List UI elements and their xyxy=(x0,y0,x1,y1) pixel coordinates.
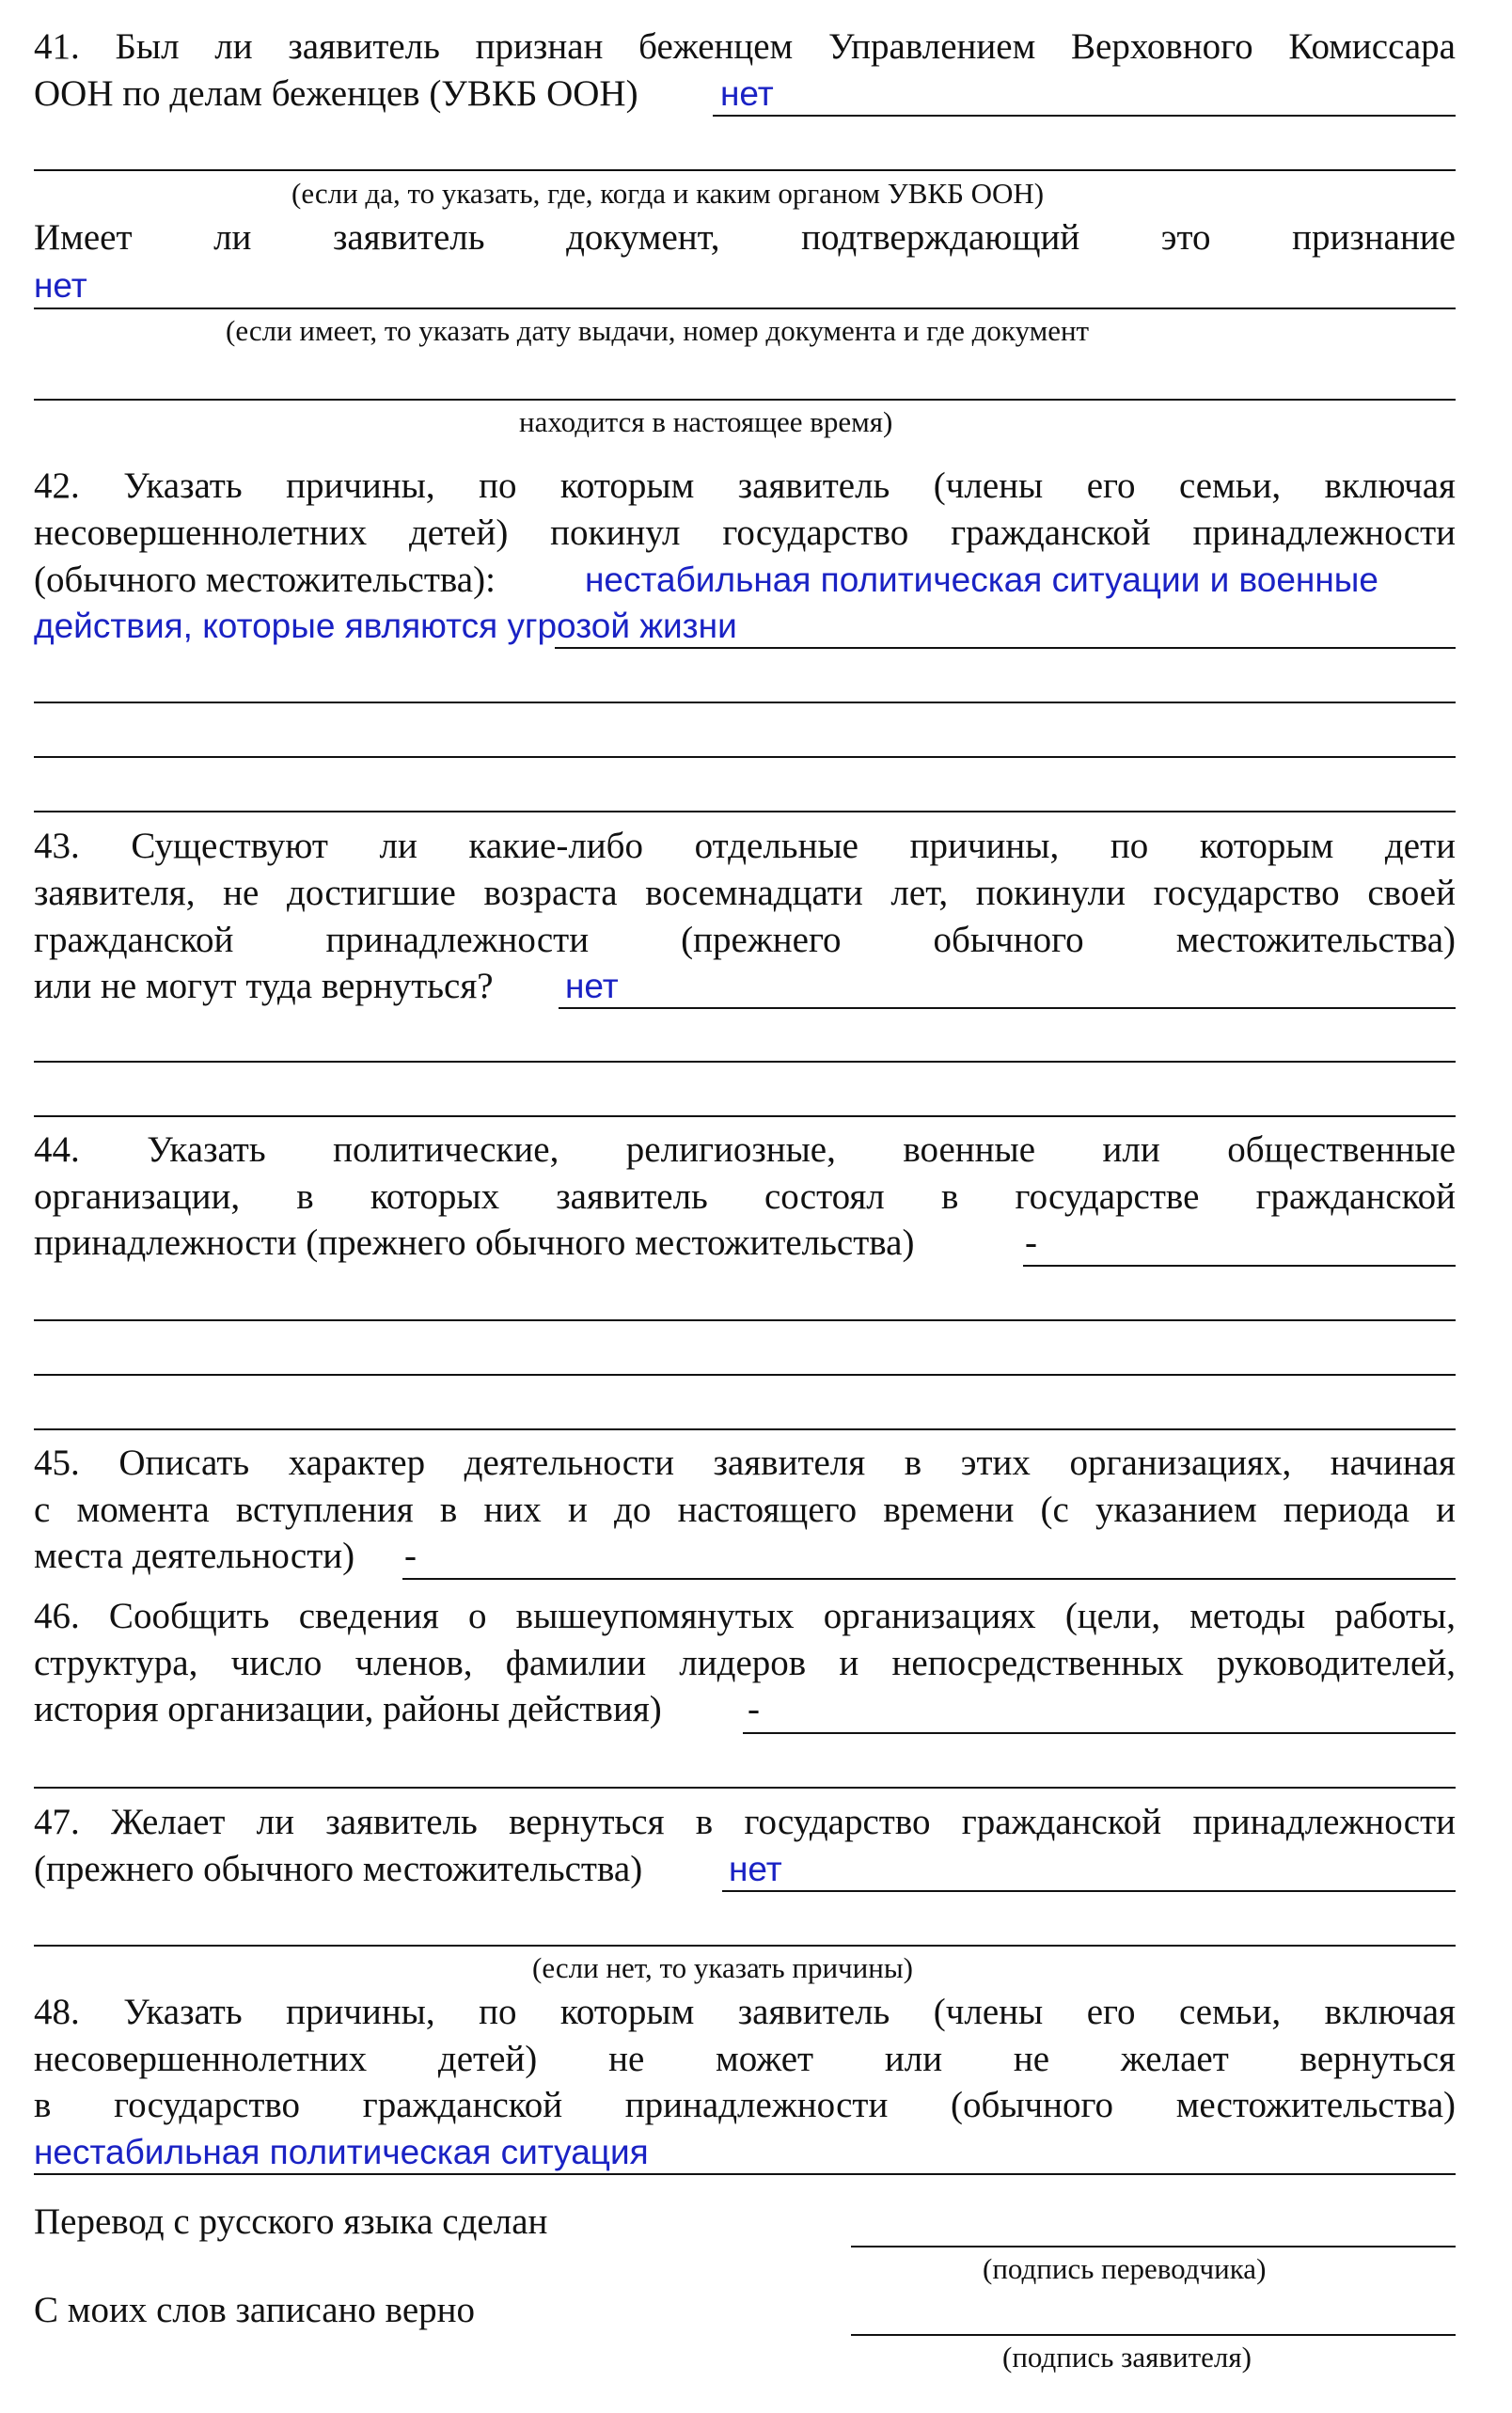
q42-blank-line-1 xyxy=(34,702,1456,703)
q41-text-line2: ООН по делам беженцев (УВКБ ООН) xyxy=(34,73,638,114)
q44-text-line1: 44. Указать политические, религиозные, военные или общественные xyxy=(34,1129,1456,1170)
q47-caption: (если нет, то указать причины) xyxy=(532,1951,913,1984)
q44-blank-line-3 xyxy=(34,1428,1456,1430)
applicant-signature-caption: (подпись заявителя) xyxy=(1002,2341,1252,2374)
q41-text-line1: 41. Был ли заявитель признан беженцем Управлением Верховного Комиссара xyxy=(34,26,1456,67)
q42-text-line2: несовершеннолетних детей) покинул государство гражданской принадлежности xyxy=(34,513,1456,553)
q47-blank-line xyxy=(34,1945,1456,1947)
q41-document-answer: нет xyxy=(34,266,87,305)
q45-text-line3: места деятельности) xyxy=(34,1536,355,1576)
q46-text-line1: 46. Сообщить сведения о вышеупомянутых организациях (цели, методы работы, xyxy=(34,1596,1456,1636)
q43-answer: нет xyxy=(565,967,619,1005)
q47-answer-underline xyxy=(722,1890,1456,1892)
q42-answer-underline xyxy=(555,647,1456,649)
q43-blank-line-2 xyxy=(34,1115,1456,1117)
q42-blank-line-3 xyxy=(34,811,1456,812)
q43-text-line3: гражданской принадлежности (прежнего обычного местожительства) xyxy=(34,920,1456,960)
q44-blank-line-1 xyxy=(34,1319,1456,1321)
q42-text-line3: (обычного местожительства): xyxy=(34,560,496,600)
q43-answer-underline xyxy=(559,1007,1456,1009)
q41-answer: нет xyxy=(720,74,774,113)
recorded-label: С моих слов записано верно xyxy=(34,2290,476,2330)
q46-answer-underline xyxy=(743,1732,1456,1734)
q44-text-line2: организации, в которых заявитель состоял в государстве гражданской xyxy=(34,1176,1456,1217)
q44-text-line3: принадлежности (прежнего обычного местожительства) xyxy=(34,1222,915,1263)
q42-text-line1: 42. Указать причины, по которым заявитель (члены его семьи, включая xyxy=(34,465,1456,506)
q46-text-line3: история организации, районы действия) xyxy=(34,1689,662,1729)
q45-text-line2: с момента вступления в них и до настоящего времени (с указанием периода и xyxy=(34,1490,1456,1530)
q44-blank-line-2 xyxy=(34,1374,1456,1376)
q41-document-question: Имеет ли заявитель документ, подтверждающий это признание xyxy=(34,217,1456,258)
translation-label: Перевод с русского языка сделан xyxy=(34,2201,548,2242)
q45-text-line1: 45. Описать характер деятельности заявителя в этих организациях, начиная xyxy=(34,1443,1456,1483)
q43-text-line1: 43. Существуют ли какие-либо отдельные причины, по которым дети xyxy=(34,826,1456,866)
q47-text-line1: 47. Желает ли заявитель вернуться в государство гражданской принадлежности xyxy=(34,1802,1456,1842)
q41-document-underline xyxy=(34,308,1456,309)
q46-text-line2: структура, число членов, фамилии лидеров и непосредственных руководителей, xyxy=(34,1643,1456,1683)
q45-answer-underline xyxy=(402,1578,1456,1580)
q42-blank-line-2 xyxy=(34,756,1456,758)
q48-text-line1: 48. Указать причины, по которым заявитель (члены его семьи, включая xyxy=(34,1992,1456,2032)
q43-text-line4: или не могут туда вернуться? xyxy=(34,966,494,1006)
q41-document-caption-1: (если имеет, то указать дату выдачи, номер документа и где документ xyxy=(226,314,1090,347)
q42-answer-line2: действия, которые являются угрозой жизни xyxy=(34,607,737,645)
q43-text-line2: заявителя, не достигшие возраста восемнадцати лет, покинули государство своей xyxy=(34,873,1456,913)
q44-answer-underline xyxy=(1023,1265,1456,1267)
translator-signature-caption: (подпись переводчика) xyxy=(983,2252,1267,2285)
q43-blank-line-1 xyxy=(34,1061,1456,1063)
q41-blank-line xyxy=(34,169,1456,171)
q48-answer: нестабильная политическая ситуация xyxy=(34,2133,649,2171)
q48-text-line3: в государство гражданской принадлежности (обычного местожительства) xyxy=(34,2085,1456,2125)
q48-answer-underline xyxy=(34,2173,1456,2175)
q41-document-caption-2: находится в настоящее время) xyxy=(519,405,893,438)
q41-document-blank-line xyxy=(34,399,1456,401)
q46-blank-line xyxy=(34,1787,1456,1789)
q47-answer: нет xyxy=(729,1850,782,1888)
q41-answer-underline xyxy=(713,115,1456,117)
q47-text-line2: (прежнего обычного местожительства) xyxy=(34,1849,643,1889)
q45-answer: - xyxy=(404,1536,417,1576)
q41-caption: (если да, то указать, где, когда и каким органом УВКБ ООН) xyxy=(291,177,1045,210)
applicant-signature-line xyxy=(851,2334,1456,2336)
q42-answer-line1: нестабильная политическая ситуации и военные xyxy=(585,560,1378,599)
q48-text-line2: несовершеннолетних детей) не может или не желает вернуться xyxy=(34,2039,1456,2079)
q44-answer: - xyxy=(1025,1222,1037,1263)
q46-answer: - xyxy=(748,1689,760,1729)
translator-signature-line xyxy=(851,2246,1456,2247)
